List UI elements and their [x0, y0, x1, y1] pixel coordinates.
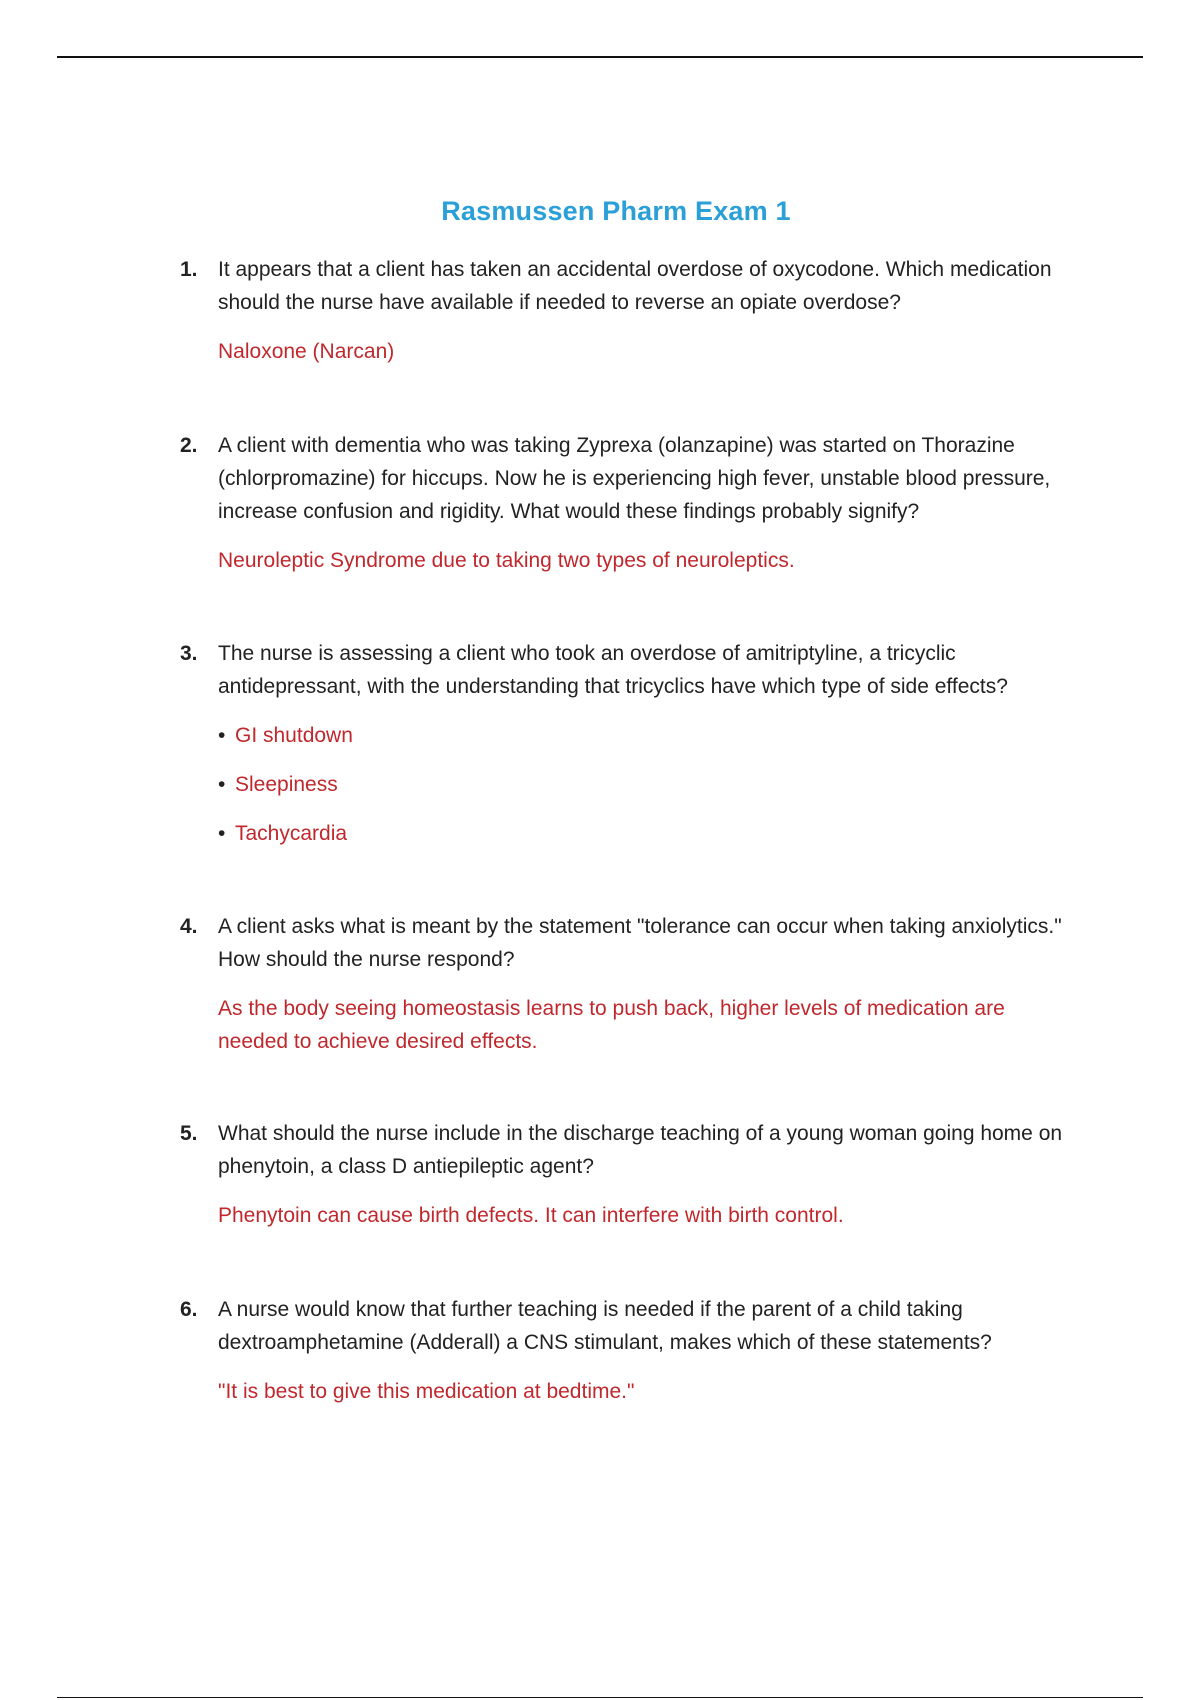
question-number: 2.: [180, 434, 198, 457]
bullet-icon: •: [218, 724, 226, 747]
page-title: Rasmussen Pharm Exam 1: [441, 196, 791, 226]
answer-text: Neuroleptic Syndrome due to taking two types of neuroleptics.: [218, 549, 795, 572]
answer-text: As the body seeing homeostasis learns to push back, higher levels of medication are needed to achieve desired effects.: [218, 997, 1005, 1053]
answer-text: Phenytoin can cause birth defects. It can interfere with birth control.: [218, 1204, 844, 1227]
bullet-icon: •: [218, 822, 226, 845]
question-number: 5.: [180, 1122, 198, 1145]
question-item-1: [180, 253, 1080, 368]
question-text: A client asks what is meant by the statement "tolerance can occur when taking anxiolytics." How should the nurse respond?: [218, 915, 1062, 971]
answer-bullet-item: [218, 719, 1080, 752]
answer-bullet-text: GI shutdown: [235, 724, 353, 747]
answer-bullet-item: [218, 817, 1080, 850]
question-item-6: [180, 1293, 1080, 1408]
bullet-icon: •: [218, 773, 226, 796]
top-divider: [57, 56, 1143, 58]
question-item-3: [180, 637, 1080, 866]
question-text: The nurse is assessing a client who took an overdose of amitriptyline, a tricyclic antidepressant, with the understanding that tricyclics have which type of side effects?: [218, 642, 1008, 698]
answer-text: "It is best to give this medication at bedtime.": [218, 1380, 635, 1403]
answer-bullet-list: [218, 719, 1080, 850]
question-number: 6.: [180, 1298, 198, 1321]
question-item-5: [180, 1117, 1080, 1232]
question-text: It appears that a client has taken an accidental overdose of oxycodone. Which medication should the nurse have available if needed to reverse an opiate overdose?: [218, 258, 1052, 314]
answer-bullet-item: [218, 768, 1080, 801]
question-number: 3.: [180, 642, 198, 665]
question-number: 4.: [180, 915, 198, 938]
bottom-divider: [57, 1697, 1143, 1698]
question-text: A nurse would know that further teaching is needed if the parent of a child taking dextroamphetamine (Adderall) a CNS stimulant, makes which of these statements?: [218, 1298, 992, 1354]
answer-text: Naloxone (Narcan): [218, 340, 395, 363]
answer-bullet-text: Tachycardia: [235, 822, 348, 845]
question-text: What should the nurse include in the discharge teaching of a young woman going home on phenytoin, a class D antiepileptic agent?: [218, 1122, 1063, 1178]
answer-bullet-text: Sleepiness: [235, 773, 338, 796]
question-item-2: [180, 429, 1080, 577]
question-text: A client with dementia who was taking Zyprexa (olanzapine) was started on Thorazine (chlorpromazine) for hiccups. Now he is experiencing high fever, unstable blood pressure, increase confusion and rigidity. What would these findings probably signify?: [218, 434, 1051, 523]
question-number: 1.: [180, 258, 198, 281]
question-item-4: [180, 910, 1080, 1058]
